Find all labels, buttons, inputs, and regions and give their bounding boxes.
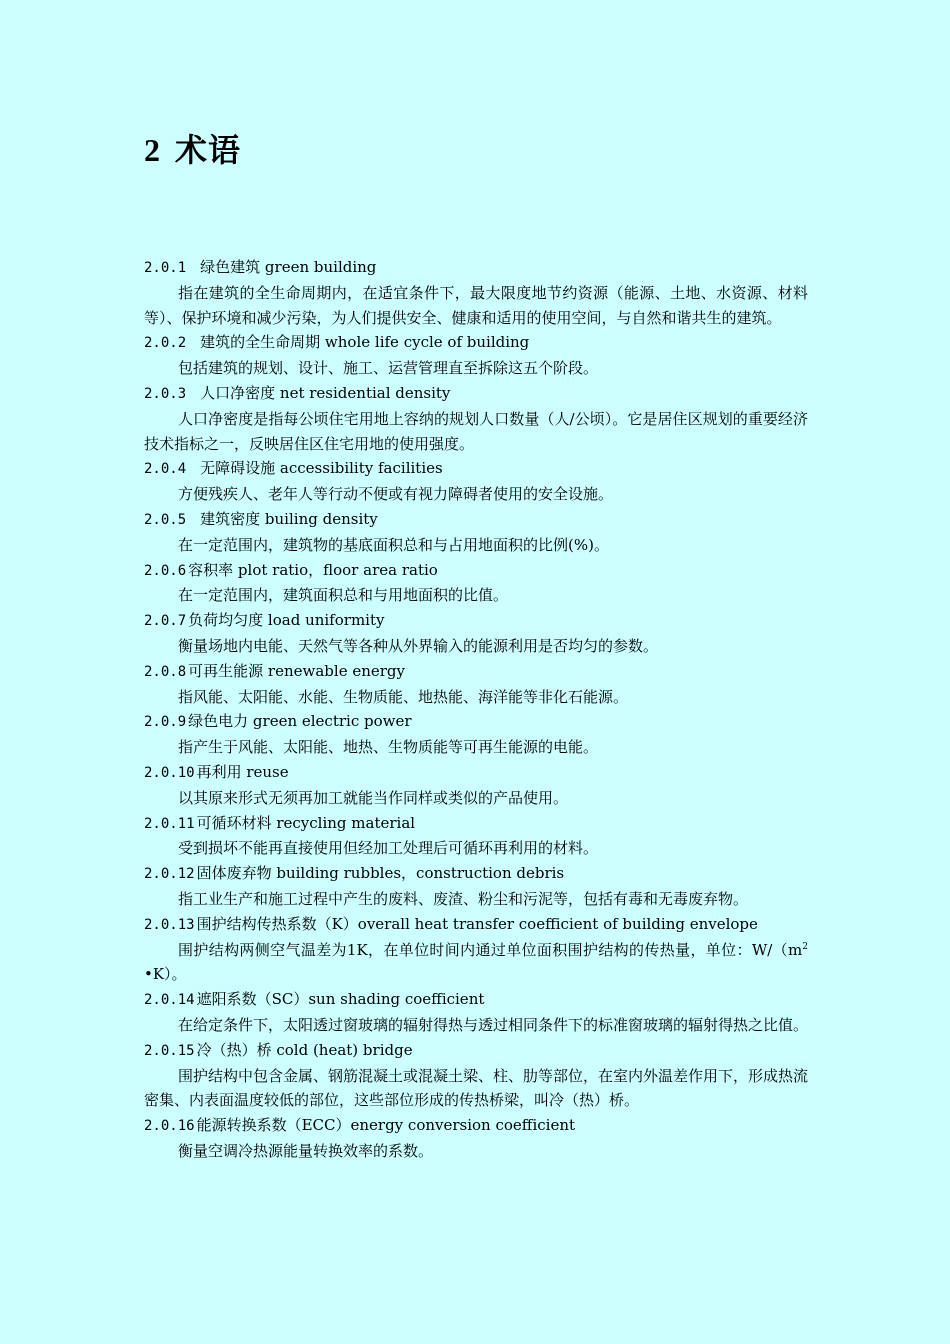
term-number: 2.0.5 <box>144 511 187 528</box>
term-entry <box>144 1038 808 1113</box>
term-name: 可再生能源 renewable energy <box>188 661 405 680</box>
term-heading <box>144 987 808 1013</box>
term-name: 容积率 plot ratio，floor area ratio <box>188 560 438 579</box>
term-number: 2.0.7 <box>144 613 187 630</box>
term-definition: 衡量场地内电能、天然气等各种从外界输入的能源利用是否均匀的参数。 <box>178 636 659 655</box>
term-name: 人口净密度 net residential density <box>200 383 451 402</box>
chapter-number: 2 <box>144 132 161 168</box>
term-heading <box>144 381 808 407</box>
superscript: 2 <box>802 941 808 952</box>
term-name: 固体废弃物 building rubbles，construction debris <box>196 864 565 883</box>
term-heading <box>144 558 808 584</box>
term-number: 2.0.13 <box>144 916 195 933</box>
term-name: 再利用 reuse <box>196 762 289 781</box>
term-entry <box>144 255 808 330</box>
term-number: 2.0.2 <box>144 335 187 352</box>
term-entry <box>144 330 808 381</box>
term-heading <box>144 330 808 356</box>
term-entry <box>144 558 808 609</box>
term-heading <box>144 811 808 837</box>
term-definition: 指在建筑的全生命周期内，在适宜条件下，最大限度地节约资源（能源、土地、水资源、材料等）、保护环境和减少污染，为人们提供安全、健康和适用的使用空间，与自然和谐共生的建筑。 <box>144 283 808 327</box>
term-heading <box>144 1113 808 1139</box>
term-heading <box>144 1038 808 1064</box>
term-entry <box>144 987 808 1038</box>
term-entry <box>144 456 808 507</box>
term-definition: 方便残疾人、老年人等行动不便或有视力障碍者使用的安全设施。 <box>178 485 614 504</box>
term-heading <box>144 912 808 938</box>
term-number: 2.0.10 <box>144 764 195 781</box>
term-definition <box>144 938 808 988</box>
term-number: 2.0.11 <box>144 815 195 832</box>
term-name: 绿色建筑 green building <box>200 258 377 276</box>
term-definition: 在一定范围内，建筑面积总和与用地面积的比值。 <box>178 586 509 605</box>
term-number: 2.0.9 <box>144 714 187 731</box>
term-number: 2.0.1 <box>144 260 187 276</box>
term-name: 无障碍设施 accessibility facilities <box>200 459 443 478</box>
term-heading <box>144 861 808 887</box>
term-name: 围护结构传热系数（K）overall heat transfer coefficient of building envelope <box>196 914 758 933</box>
term-entry <box>144 659 808 710</box>
term-number: 2.0.12 <box>144 866 195 883</box>
term-entry <box>144 709 808 760</box>
term-entry <box>144 1113 808 1164</box>
term-definition: 指工业生产和施工过程中产生的废料、废渣、粉尘和污泥等，包括有毒和无毒废弃物。 <box>178 889 749 908</box>
term-name: 绿色电力 green electric power <box>188 712 412 731</box>
term-name: 冷（热）桥 cold (heat) bridge <box>196 1040 413 1059</box>
chapter-title-text: 术语 <box>175 131 242 169</box>
term-entry <box>144 381 808 456</box>
term-name: 遮阳系数（SC）sun shading coefficient <box>196 990 485 1009</box>
term-number: 2.0.8 <box>144 663 187 680</box>
term-definition: 受到损坏不能再直接使用但经加工处理后可循环再利用的材料。 <box>178 839 599 858</box>
term-entry <box>144 608 808 659</box>
term-heading <box>144 255 808 281</box>
term-name: 能源转换系数（ECC）energy conversion coefficient <box>196 1116 576 1135</box>
term-definition: 包括建筑的规划、设计、施工、运营管理直至拆除这五个阶段。 <box>178 359 599 378</box>
term-definition: 指风能、太阳能、水能、生物质能、地热能、海洋能等非化石能源。 <box>178 687 629 706</box>
term-heading <box>144 760 808 786</box>
term-definition: 以其原来形式无须再加工就能当作同样或类似的产品使用。 <box>178 788 569 807</box>
term-heading <box>144 608 808 634</box>
term-definition: 衡量空调冷热源能量转换效率的系数。 <box>178 1141 434 1160</box>
term-definition-tail: •K）。 <box>144 965 187 984</box>
term-heading <box>144 507 808 533</box>
term-number: 2.0.16 <box>144 1118 195 1135</box>
term-definition: 在给定条件下，太阳透过窗玻璃的辐射得热与透过相同条件下的标准窗玻璃的辐射得热之比值。 <box>178 1015 809 1034</box>
terms-list <box>144 255 808 1164</box>
term-definition: 在一定范围内，建筑物的基底面积总和与占用地面积的比例(%)。 <box>178 535 609 554</box>
term-number: 2.0.4 <box>144 461 187 478</box>
term-heading <box>144 709 808 735</box>
term-entry <box>144 912 808 987</box>
term-heading <box>144 456 808 482</box>
term-entry <box>144 811 808 862</box>
term-name: 建筑的全生命周期 whole life cycle of building <box>200 333 530 352</box>
term-number: 2.0.15 <box>144 1042 195 1059</box>
chapter-title <box>144 128 241 172</box>
term-entry <box>144 760 808 811</box>
term-number: 2.0.14 <box>144 992 195 1009</box>
term-definition-text: 围护结构两侧空气温差为1K，在单位时间内通过单位面积围护结构的传热量，单位：W/（m <box>178 940 803 959</box>
term-definition: 指产生于风能、太阳能、地热、生物质能等可再生能源的电能。 <box>178 738 599 757</box>
term-definition: 围护结构中包含金属、钢筋混凝土或混凝土梁、柱、肋等部位，在室内外温差作用下，形成热流密集、内表面温度较低的部位，这些部位形成的传热桥梁，叫冷（热）桥。 <box>144 1066 809 1110</box>
term-heading <box>144 659 808 685</box>
term-name: 可循环材料 recycling material <box>196 813 416 832</box>
term-number: 2.0.6 <box>144 562 187 579</box>
term-number: 2.0.3 <box>144 385 187 402</box>
term-name: 建筑密度 builing density <box>200 509 378 528</box>
term-name: 负荷均匀度 load uniformity <box>188 611 385 630</box>
term-entry <box>144 861 808 912</box>
term-definition: 人口净密度是指每公顷住宅用地上容纳的规划人口数量（人/公顷）。它是居住区规划的重要经济技术指标之一，反映居住区住宅用地的使用强度。 <box>144 409 808 453</box>
term-entry <box>144 507 808 558</box>
